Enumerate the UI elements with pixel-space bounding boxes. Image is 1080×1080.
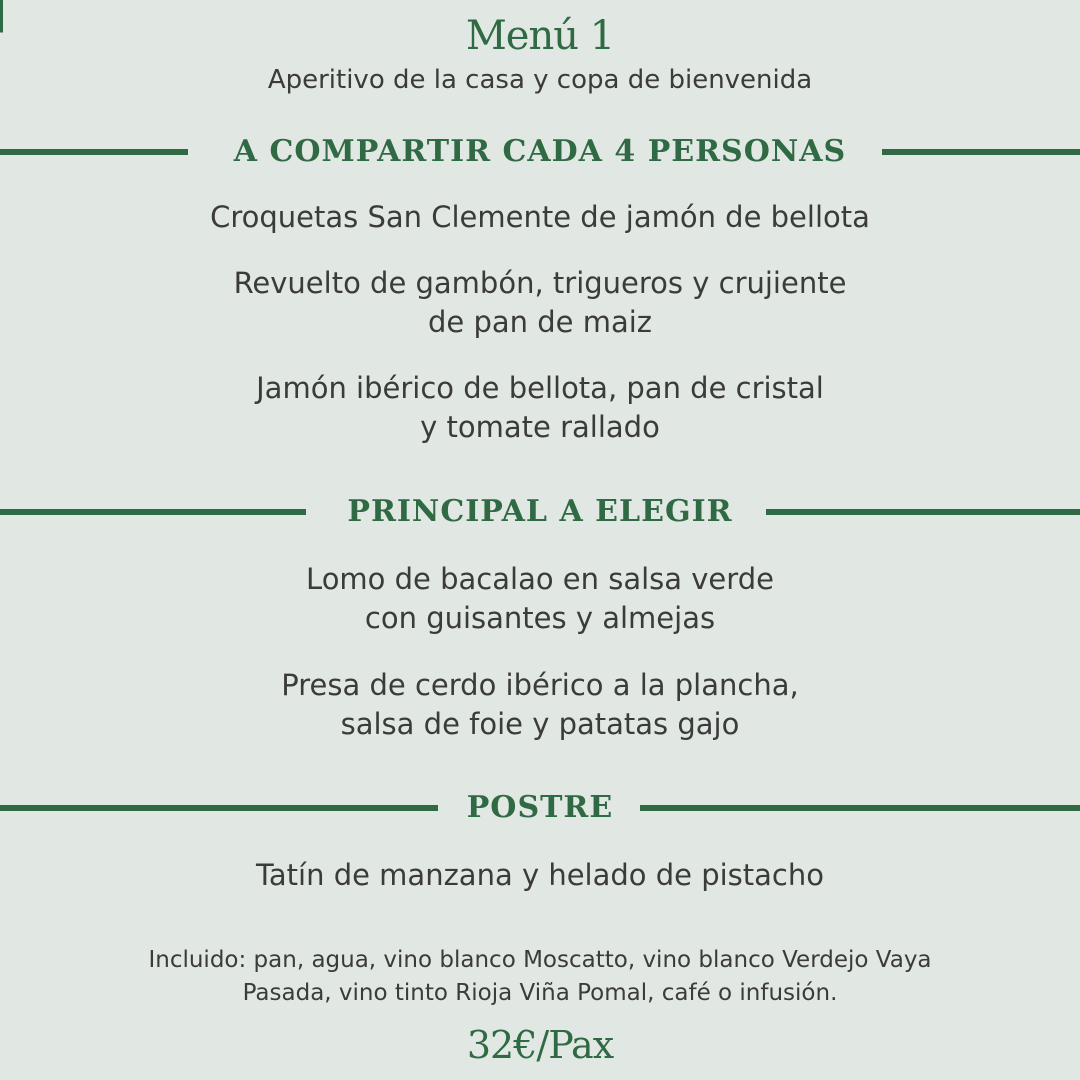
menu-item — [0, 666, 1080, 744]
menu-item-line: Tatín de manzana y helado de pistacho — [256, 858, 824, 892]
menu-item-line: Croquetas San Clemente de jamón de bellota — [210, 200, 870, 234]
included-note — [0, 944, 1080, 1010]
section-title: POSTRE — [466, 790, 614, 825]
section-rule-right — [640, 805, 1080, 811]
menu-item — [0, 369, 1080, 447]
menu-item-line: Presa de cerdo ibérico a la plancha, — [281, 668, 799, 702]
section-header-share — [0, 132, 1080, 172]
included-line: Pasada, vino tinto Rioja Viña Pomal, café o infusión. — [242, 980, 838, 1006]
menu-item — [0, 560, 1080, 638]
section-rule-right — [882, 149, 1080, 155]
section-title: PRINCIPAL A ELEGIR — [347, 494, 733, 529]
menu-item — [0, 264, 1080, 342]
section-header-dessert — [0, 788, 1080, 828]
included-line: Incluido: pan, agua, vino blanco Moscatto, vino blanco Verdejo Vaya — [148, 947, 932, 973]
menu-item-line: Jamón ibérico de bellota, pan de cristal — [256, 371, 824, 405]
menu-intro: Aperitivo de la casa y copa de bienvenida — [267, 65, 813, 95]
menu-item-line: y tomate rallado — [420, 410, 660, 444]
section-rule-right — [766, 509, 1080, 515]
menu-item-line: con guisantes y almejas — [364, 601, 716, 635]
menu-item — [0, 856, 1080, 895]
price: 32€/Pax — [466, 1023, 614, 1067]
menu-item-line: Revuelto de gambón, trigueros y crujiente — [233, 266, 847, 300]
section-header-main — [0, 492, 1080, 532]
menu-item — [0, 198, 1080, 237]
menu-item-line: Lomo de bacalao en salsa verde — [306, 562, 774, 596]
menu-title: Menú 1 — [465, 13, 615, 59]
section-title: A COMPARTIR CADA 4 PERSONAS — [233, 134, 847, 169]
menu-item-line: de pan de maiz — [427, 305, 652, 339]
menu-item-line: salsa de foie y patatas gajo — [340, 707, 740, 741]
